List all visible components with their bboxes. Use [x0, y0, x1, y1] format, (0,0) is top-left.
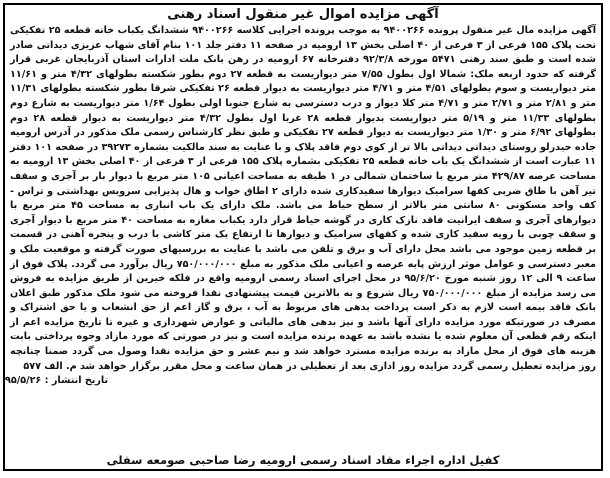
notice-signature: کفیل اداره اجراء مفاد اسناد رسمی ارومیه رضا صاحبی صومعه سفلی	[106, 453, 500, 467]
publication-date: تاریخ انتشار : ۹۵/۵/۲۶	[5, 375, 109, 387]
notice-body	[5, 23, 601, 374]
notice-body-text: آگهی مزایده مال غیر منقول پرونده ۹۴۰۰۲۶۶ به موجب پرونده اجرایی کلاسه ۹۴۰۰۲۶۶ ششدانگ یکباب خانه قطعه ۲۵ تفکیکی تحت پلاک ۱۵۵ فرعی از ۳ فرعی از ۴۰ اصلی بخش ۱۳ ارومیه در صفحه ۱۱ دفتر جلد ۱۰۱ بنام آقای شهاب عزیزی دیداتی صادر شده است و طبق سند رهنی ۵۴۷۱ مورخه ۹۲/۳/۸ دفترخانه ۶۷ ارومیه در رهن بانک ملت ادارات استان آذربایجان غربی قرار گرفته که حدود اربعه ملک: شمالا اول بطول ۷/۵۵ متر دیواریست به قطعه ۲۷ دوم بطور شکسته بطولهای ۴/۳۲ متر و ۱۱/۶۱ متر دیواریست و سوم بطولهای ۴/۵۱ متر و ۴/۷۱ متر دیواریست به دیوار قطعه ۲۶ تفکیکی شرقا بطور شکسته بطولهای ۱۱/۳۱ متر و ۲/۸۱ متر و ۲/۷۱ متر و ۴/۷۱ متر کلا دیوار و درب دسترسی به شارع جنوبا اولی بطول ۱/۶۴ متر دیواریست به شارع دوم بطولهای ۱۱/۳۳ متر و ۵/۱۹ متر دیواریست بدیوار قطعه ۲۸ غربا اول بطول ۴/۳۲ متر دیواریست به دیوار قطعه ۲۸ دوم بطولهای ۶/۹۲ متر و ۱/۳۰ متر دیواریست به دیوار قطعه ۲۷ تفکیکی و طبق نظر کارشناس رسمی ملک مذکور در آدرس ارومیه جاده حیدرلو روستای دیداتی دیداتی بالا تر از کوی دوم فاقد پلاک و با عنایت به سند مالکیت بشماره ۳۹۲۷۳ در صفحه ۱۰۱ دفتر ۱۱ عبارت است از ششدانگ یک باب خانه قطعه ۲۵ تفکیکی بشماره پلاک ۱۵۵ فرعی از ۳ فرعی از ۴۰ اصلی بخش ۱۳ ارومیه به مساحت عرصه ۴۲۹/۸۷ متر مربع با ساختمان شمالی در ۱ طبقه به مساحت اعیانی ۱۰۵ متر مربع با دیوار بار بر آجری و سقف تیر آهن با طاق ضربی کفها سرامیک دیوارها سفیدکاری شده دارای ۲ اطاق خواب و هال پذیرایی سرویس بهداشتی و تراس - کف واحد مسکونی ۸۰ سانتی متر بالاتر از سطح حیاط می باشد. ملک دارای یک باب انباری به مساحت ۴۵ متر مربع با دیوارهای آجری و سقف ایرانیت فاقد نازک کاری در گوشه حیاط قرار دارد یکباب مغازه به مساحت ۴۰ متر مربع با دیوار آجری و سقف چوبی با رویه سفید کاری شده و کفهای سرامیک و دیوارها تا ارتفاع یک متر کاشی با درب و پنجره آهنی در قسمت بر قطعه زمین موجود می باشد محل دارای آب و برق و تلفن می باشد با عنایت به بررسیهای صورت گرفته و موقعیت ملک و معبر دسترسی و عوامل موثر ارزش پایه عرصه و اعیانی ملک مذکور به مبلغ ۷۵۰/۰۰۰/۰۰۰ ریال برآورد می گردد. پلاک فوق از ساعت ۹ الی ۱۲ روز شنبه مورخ ۹۵/۶/۲۰ در محل اجرای اسناد رسمی ارومیه واقع در فلکه خیرین از طریق مزایده به فروش می رسد مزایده از مبلغ ۷۵۰/۰۰۰/۰۰۰ ریال شروع و به بالاترین قیمت پیشنهادی نقدا فروخته می شود ملک مذکور طبق اعلان بانک فاقد بیمه است لازم به ذکر است پرداخت بدهی های مربوط به آب ، برق و گاز اعم از حق انشعاب و یا حق اشتراک و مصرف در صورتیکه مورد مزایده دارای آنها باشد و نیز بدهی های مالیاتی و عوارض شهرداری و غیره تا تاریخ مزایده اعم از اینکه رقم قطعی آن معلوم شده یا نشده باشد به عهده برنده مزایده است و نیز در صورتی که مورد مازاد وجوه پرداختی بابت هزینه های فوق از محل مازاد به برنده مزایده مسترد خواهد شد و نیم عشر و حق مزایده نقدا وصول می گردد ضمنا چنانچه روز مزایده تعطیل رسمی گردد مزایده روز اداری بعد از تعطیلی در همان ساعت و محل مقرر برگزار خواهد شد م. الف ۵۷۷	[10, 25, 597, 372]
notice-frame	[3, 3, 603, 471]
notice-title: آگهی مزایده اموال غیر منقول اسناد رهنی	[167, 7, 439, 22]
